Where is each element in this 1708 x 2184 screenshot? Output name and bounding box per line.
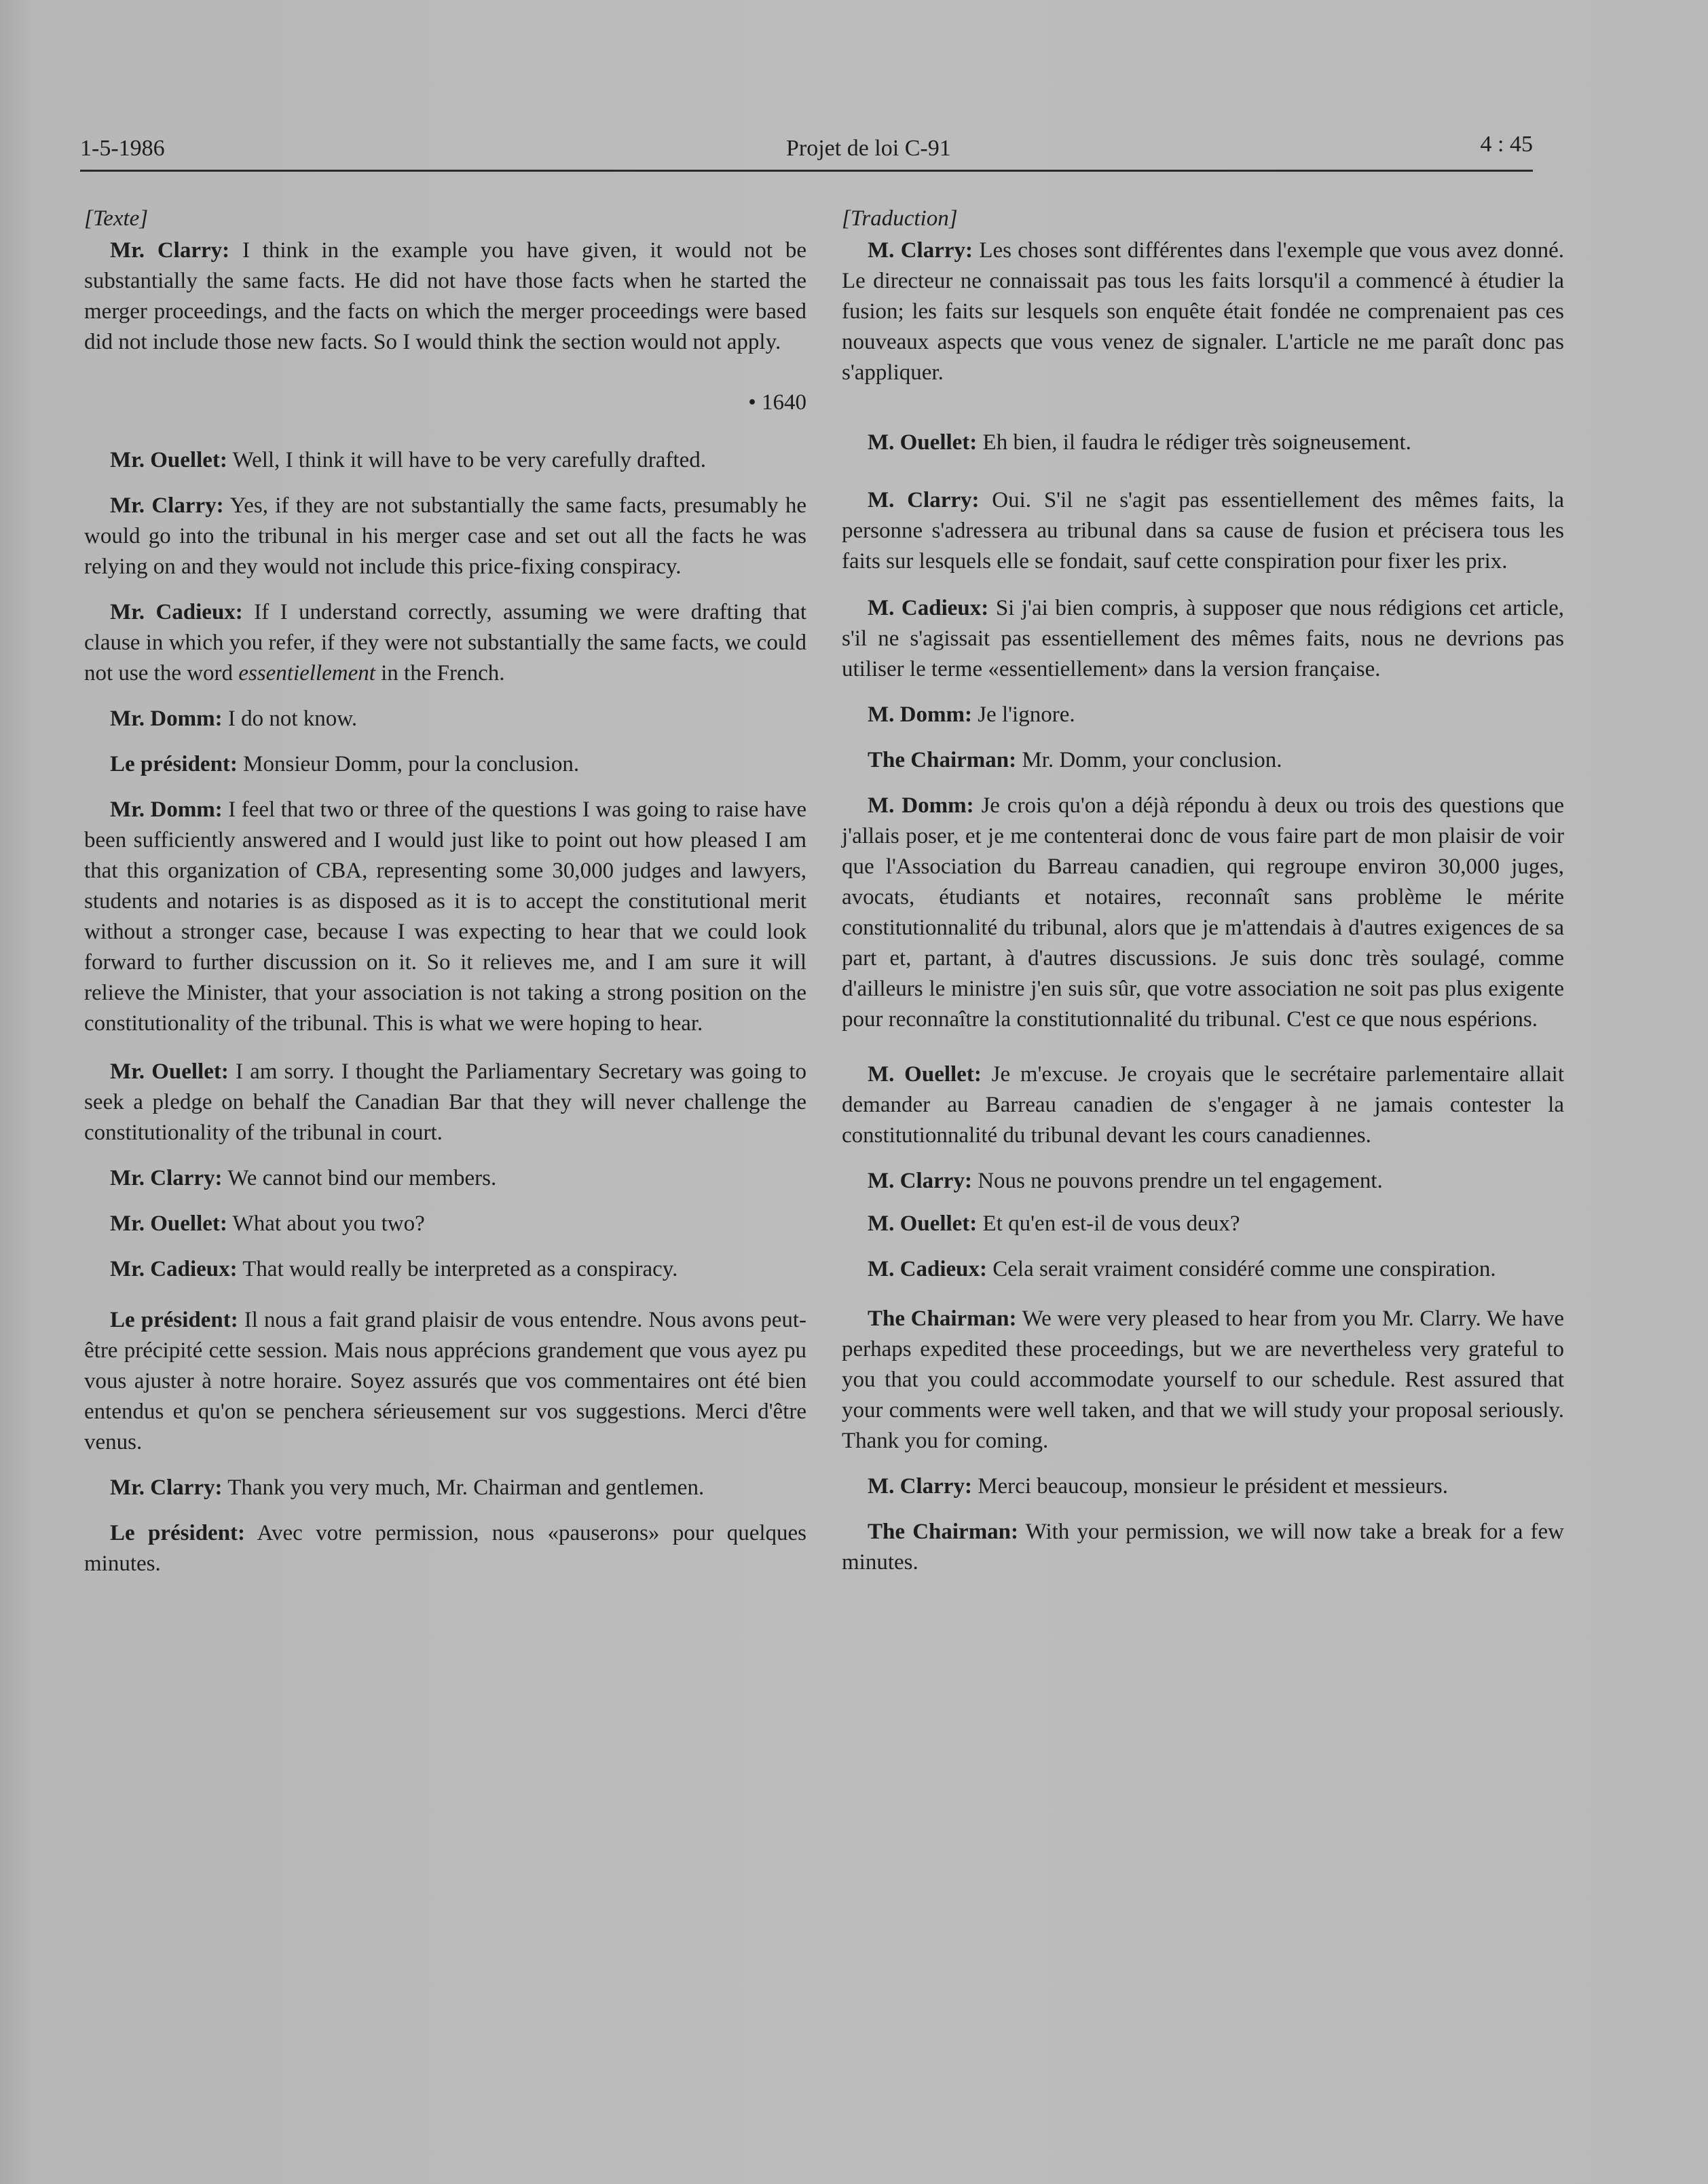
speech-paragraph (84, 1254, 806, 1285)
speaker-name: M. Cadieux: (868, 596, 989, 620)
header-date: 1-5-1986 (80, 136, 165, 161)
speech-text: Je l'ignore. (971, 702, 1075, 727)
speech-text: Si j'ai bien compris, à supposer que nous rédigions cet article, s'il ne s'agissait pas essentiellement des mêmes faits, nous ne devrions pas utiliser le terme «essentiellement» dans la version française. (842, 596, 1564, 681)
speaker-name: Mr. Ouellet: (110, 448, 227, 472)
speech-text: Cela serait vraiment considéré comme une conspiration. (987, 1257, 1496, 1281)
language-tag: [Texte] (84, 206, 149, 231)
speaker-name: The Chairman: (868, 1520, 1019, 1544)
speech-paragraph (84, 1305, 806, 1458)
speech-text: Je crois qu'on a déjà répondu à deux ou trois des questions que j'allais poser, et je me contenterai donc de vous faire part de mon plaisir de voir que l'Association du Barreau canadien, qui regroupe environ 30,000 juges, avocats, étudiants et notaires, reconnaît sans problème le mérite constitutionnalité du tribunal, alors que je m'attendais à d'autres exigences de sa part et, partant, à d'autres discussions. Je suis donc très soulagé, comme d'ailleurs le ministre j'en suis sûr, que votre association ne soit pas plus exigente pour reconnaître la constitutionnalité du tribunal. C'est ce que nous espérions. (842, 793, 1564, 1032)
speech-text: Mr. Domm, your conclusion. (1016, 748, 1282, 772)
speech-text: I am sorry. I thought the Parliamentary Secretary was going to seek a pledge on behalf the Canadian Bar that they will never challenge the constitutionality of the tribunal in court. (84, 1059, 806, 1145)
speech-text: Et qu'en est-il de vous deux? (977, 1211, 1240, 1236)
running-header (80, 122, 1533, 172)
speech-text: Eh bien, il faudra le rédiger très soigneusement. (977, 430, 1411, 455)
speech-paragraph (842, 1209, 1564, 1239)
speaker-name: Mr. Clarry: (110, 1475, 223, 1500)
speech-text: Oui. S'il ne s'agit pas essentiellement des mêmes faits, la personne s'adressera au tribunal dans sa cause de fusion et précisera tous les faits sur lesquels elle se fondait, sauf cette conspiration pour fixer les prix. (842, 488, 1564, 573)
speaker-name: M. Ouellet: (868, 430, 978, 455)
speaker-name: Mr. Cadieux: (110, 600, 243, 624)
speech-paragraph (842, 1517, 1564, 1578)
speech-paragraph (84, 491, 806, 582)
speech-text: I do not know. (222, 707, 358, 731)
speaker-name: M. Clarry: (868, 1474, 972, 1499)
speech-text: With your permission, we will now take a break for a few minutes. (842, 1520, 1565, 1575)
speaker-name: M. Clarry: (868, 488, 980, 512)
speaker-name: Mr. Clarry: (110, 1166, 223, 1190)
header-page-number: 4 : 45 (1480, 132, 1533, 157)
speech-text: Il nous a fait grand plaisir de vous entendre. Nous avons peut-être précipité cette session. Mais nous apprécions grandement que vous ayez pu vous ajuster à notre horaire. Soyez assurés que vos commentaires ont été bien entendus et qu'on se penchera sérieusement sur vos suggestions. Merci d'être venus. (84, 1308, 807, 1454)
speech-text-tail: in the French. (375, 661, 505, 685)
speech-paragraph (842, 485, 1564, 577)
speech-text: Thank you very much, Mr. Chairman and gentlemen. (222, 1475, 705, 1500)
french-column (842, 204, 1564, 1578)
speech-paragraph (84, 597, 806, 689)
speaker-name: M. Clarry: (868, 238, 973, 263)
speaker-name: Le président: (110, 1308, 238, 1332)
speech-paragraph (84, 236, 806, 358)
speech-paragraph (84, 795, 806, 1039)
speaker-name: Mr. Ouellet: (110, 1211, 227, 1236)
speech-text: I think in the example you have given, it would not be substantially the same facts. He did not have those facts when he started the merger proceedings, and the facts on which the merger proceedings were based did not include those new facts. So I would think the section would not apply. (84, 238, 806, 354)
speech-text: Merci beaucoup, monsieur le président et messieurs. (971, 1474, 1448, 1499)
speaker-name: M. Domm: (868, 702, 972, 727)
speech-text: What about you two? (227, 1211, 425, 1236)
speech-paragraph (84, 1518, 806, 1579)
speaker-name: Le président: (110, 1521, 246, 1545)
speech-paragraph (842, 428, 1564, 458)
speech-text: Nous ne pouvons prendre un tel engagement. (971, 1169, 1383, 1193)
speaker-name: Mr. Clarry: (110, 493, 224, 518)
speaker-name: Mr. Domm: (110, 707, 223, 731)
header-title: Projet de loi C-91 (786, 136, 951, 161)
speech-paragraph (84, 1057, 806, 1148)
speech-paragraph (84, 445, 806, 476)
speech-paragraph (842, 700, 1564, 730)
speech-paragraph (84, 1473, 806, 1503)
speech-text: Les choses sont différentes dans l'exemple que vous avez donné. Le directeur ne connaissait pas tous les faits lorsqu'il a commencé à étudier la fusion; les faits sur lesquels son enquête était fondée ne comprenaient pas ces nouveaux aspects que vous venez de signaler. L'article ne me paraît donc pas s'appliquer. (842, 238, 1564, 385)
speech-paragraph (84, 704, 806, 734)
speech-paragraph (842, 791, 1564, 1035)
speech-text: Yes, if they are not substantially the same facts, presumably he would go into the tribunal in his merger case and set out all the facts he was relying on and they would not include this price-fixing conspiracy. (84, 493, 806, 579)
speech-paragraph (842, 236, 1564, 388)
speaker-name: Le président: (110, 752, 238, 776)
speech-text: Avec votre permission, nous «pauserons» pour quelques minutes. (84, 1521, 806, 1576)
speaker-name: Mr. Ouellet: (110, 1059, 229, 1084)
speaker-name: The Chairman: (868, 748, 1017, 772)
speaker-name: The Chairman: (868, 1306, 1017, 1331)
speaker-name: M. Cadieux: (868, 1257, 987, 1281)
speech-text: I feel that two or three of the questions I was going to raise have been sufficiently answered and I would just like to point out how pleased I am that this organization of CBA, representing some 30,000 judges and lawyers, students and notaries is as disposed as it is to accept the constitutional merit without a stronger case, because I was expecting to hear that we could look forward to further discussion on it. So it relieves me, and I am sure it will relieve the Minister, that your association is not taking a strong position on the constitutionality of the tribunal. This is what we were hoping to hear. (84, 797, 806, 1036)
speaker-name: M. Ouellet: (868, 1062, 982, 1087)
speech-paragraph (842, 745, 1564, 776)
speech-paragraph (84, 1209, 806, 1239)
speech-text: Je m'excuse. Je croyais que le secrétaire parlementaire allait demander au Barreau canadien de s'engager à ne jamais contester la constitutionnalité du tribunal devant les cours canadiennes. (842, 1062, 1564, 1148)
language-tag: [Traduction] (842, 206, 958, 231)
speech-paragraph (84, 1163, 806, 1194)
speech-text: We cannot bind our members. (222, 1166, 497, 1190)
speaker-name: M. Clarry: (868, 1169, 972, 1193)
italic-term: essentiellement (238, 661, 375, 685)
speaker-name: Mr. Domm: (110, 797, 223, 822)
speech-text: Monsieur Domm, pour la conclusion. (237, 752, 580, 776)
english-column (84, 204, 806, 1579)
speaker-name: Mr. Cadieux: (110, 1257, 238, 1281)
speech-paragraph (842, 1166, 1564, 1197)
speech-text: That would really be interpreted as a conspiracy. (237, 1257, 678, 1281)
speech-paragraph (84, 749, 806, 780)
speech-text: Well, I think it will have to be very carefully drafted. (227, 448, 706, 472)
speech-paragraph (842, 1304, 1564, 1456)
time-marker: • 1640 (748, 390, 806, 415)
speaker-name: M. Domm: (868, 793, 974, 818)
speaker-name: Mr. Clarry: (110, 238, 230, 263)
speech-text: If I understand correctly, assuming we were drafting that clause in which you refer, if they were not substantially the same facts, we could not use the word (84, 600, 806, 685)
speaker-name: M. Ouellet: (868, 1211, 978, 1236)
speech-paragraph (842, 593, 1564, 685)
speech-paragraph (842, 1471, 1564, 1502)
speech-paragraph (842, 1254, 1564, 1285)
speech-paragraph (842, 1059, 1564, 1151)
speech-text: We were very pleased to hear from you Mr. Clarry. We have perhaps expedited these proceedings, but we are nevertheless very grateful to you that you could accommodate yourself to our schedule. Rest assured that your comments were well taken, and that we will study your proposal seriously. Thank you for coming. (842, 1306, 1565, 1453)
